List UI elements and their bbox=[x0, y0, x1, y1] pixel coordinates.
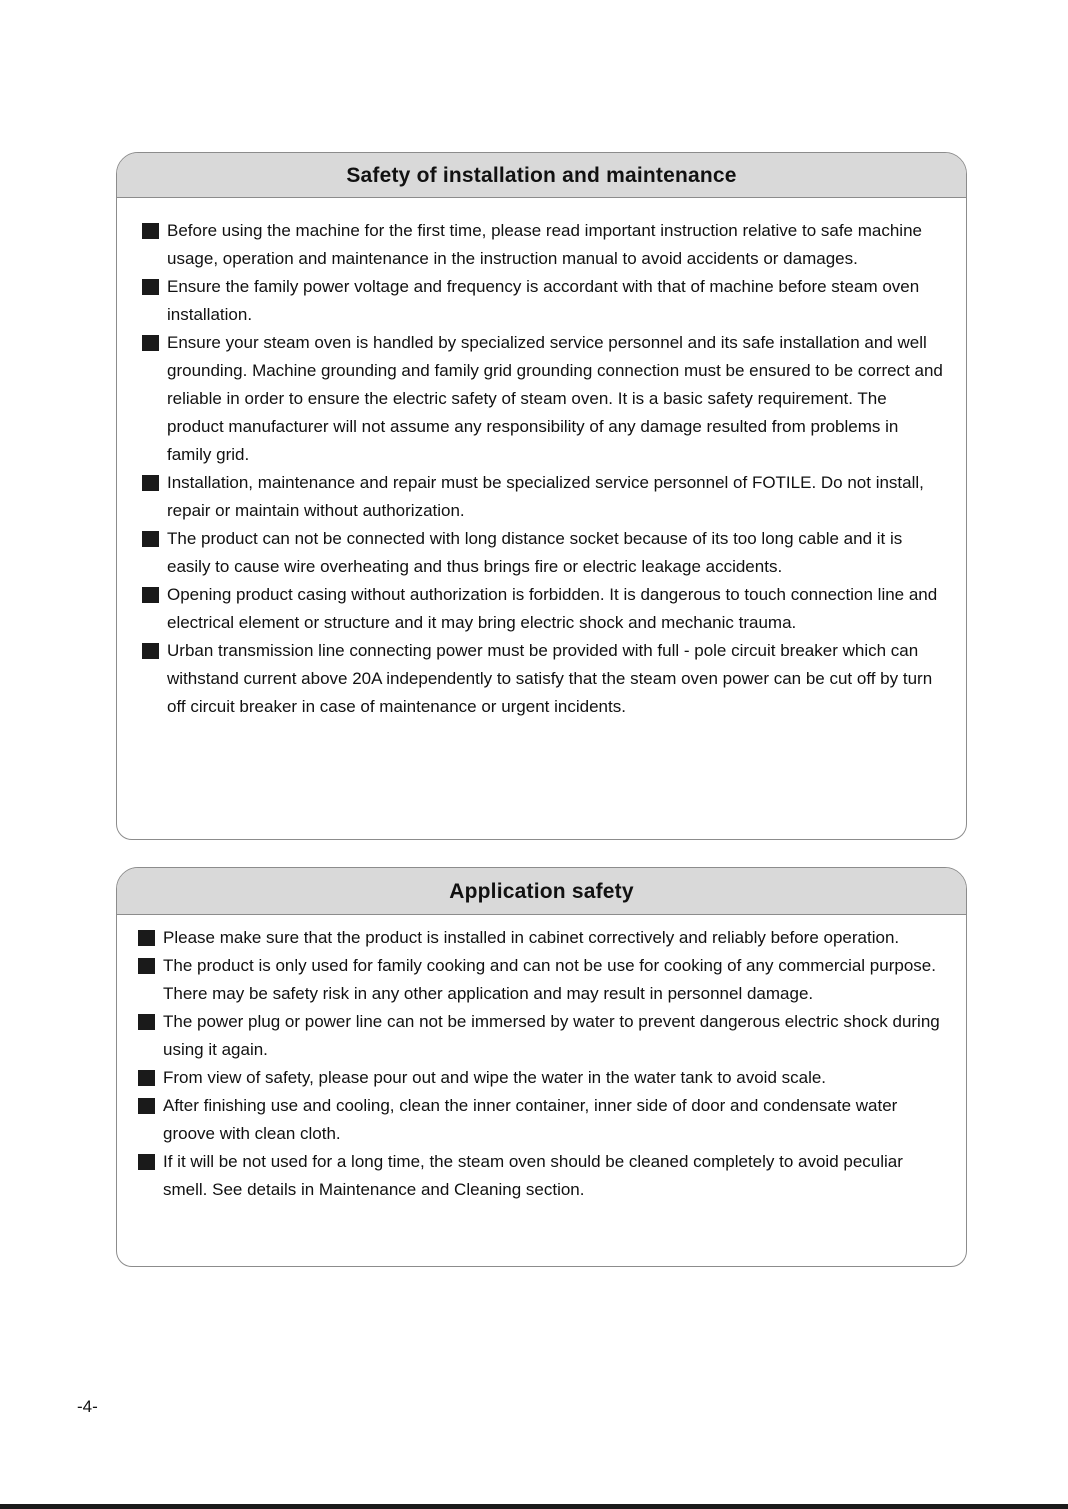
safety-item-text: Please make sure that the product is installed in cabinet correctively and reliably before operation. bbox=[163, 928, 900, 947]
safety-list-item bbox=[141, 581, 944, 637]
square-bullet-icon bbox=[142, 223, 159, 239]
safety-item-text: Urban transmission line connecting power must be provided with full - pole circuit breaker which can withstand current above 20A independently to satisfy that the steam oven power can be cut off by turn off circuit breaker in case of maintenance or urgent incidents. bbox=[167, 641, 933, 716]
square-bullet-icon bbox=[142, 335, 159, 351]
square-bullet-icon bbox=[142, 587, 159, 603]
safety-item-text: The product can not be connected with long distance socket because of its too long cable and it is easily to cause wire overheating and thus brings fire or electric leakage accidents. bbox=[167, 529, 903, 576]
safety-list-item bbox=[141, 217, 944, 273]
square-bullet-icon bbox=[142, 279, 159, 295]
safety-item-text: After finishing use and cooling, clean the inner container, inner side of door and condensate water groove with clean cloth. bbox=[163, 1096, 898, 1143]
square-bullet-icon bbox=[142, 531, 159, 547]
safety-list-item bbox=[141, 273, 944, 329]
safety-list-item bbox=[141, 637, 944, 721]
safety-list-item bbox=[141, 329, 944, 469]
safety-list-item bbox=[141, 469, 944, 525]
square-bullet-icon bbox=[138, 1014, 155, 1030]
square-bullet-icon bbox=[142, 475, 159, 491]
safety-list-item bbox=[137, 1008, 944, 1064]
page-number: -4- bbox=[77, 1397, 98, 1416]
safety-list-item bbox=[137, 1092, 944, 1148]
application-safety-title: Application safety bbox=[117, 868, 966, 915]
square-bullet-icon bbox=[138, 1098, 155, 1114]
application-safety-section bbox=[116, 867, 967, 1267]
safety-item-text: From view of safety, please pour out and wipe the water in the water tank to avoid scale. bbox=[163, 1068, 827, 1087]
square-bullet-icon bbox=[138, 1070, 155, 1086]
installation-maintenance-safety-title: Safety of installation and maintenance bbox=[117, 153, 966, 198]
installation-maintenance-safety-list bbox=[117, 198, 966, 721]
square-bullet-icon bbox=[138, 930, 155, 946]
safety-item-text: Opening product casing without authorization is forbidden. It is dangerous to touch connection line and electrical element or structure and it may bring electric shock and mechanic trauma. bbox=[167, 585, 938, 632]
safety-list-item bbox=[141, 525, 944, 581]
safety-list-item bbox=[137, 952, 944, 1008]
square-bullet-icon bbox=[142, 643, 159, 659]
square-bullet-icon bbox=[138, 958, 155, 974]
square-bullet-icon bbox=[138, 1154, 155, 1170]
safety-item-text: Installation, maintenance and repair must be specialized service personnel of FOTILE. Do not install, repair or maintain without authorization. bbox=[167, 473, 924, 520]
safety-list-item bbox=[137, 1148, 944, 1204]
safety-item-text: The power plug or power line can not be immersed by water to prevent dangerous electric shock during using it again. bbox=[163, 1012, 940, 1059]
safety-list-item bbox=[137, 1064, 944, 1092]
safety-item-text: The product is only used for family cooking and can not be use for cooking of any commercial purpose. There may be safety risk in any other application and may result in personnel damage. bbox=[163, 956, 936, 1003]
safety-item-text: Ensure your steam oven is handled by specialized service personnel and its safe installation and well grounding. Machine grounding and family grid grounding connection must be ensured to be correct and reliable in order to ensure the electric safety of steam oven. It is a basic safety requirement. The product manufacturer will not assume any responsibility of any damage resulted from problems in family grid. bbox=[167, 333, 943, 464]
safety-item-text: If it will be not used for a long time, the steam oven should be cleaned completely to avoid peculiar smell. See details in Maintenance and Cleaning section. bbox=[163, 1152, 903, 1199]
bottom-divider bbox=[0, 1504, 1068, 1509]
safety-item-text: Ensure the family power voltage and frequency is accordant with that of machine before steam oven installation. bbox=[167, 277, 920, 324]
installation-maintenance-safety-section bbox=[116, 152, 967, 840]
application-safety-list bbox=[117, 915, 966, 1204]
safety-list-item bbox=[137, 924, 944, 952]
safety-item-text: Before using the machine for the first time, please read important instruction relative to safe machine usage, operation and maintenance in the instruction manual to avoid accidents or damages. bbox=[167, 221, 922, 268]
